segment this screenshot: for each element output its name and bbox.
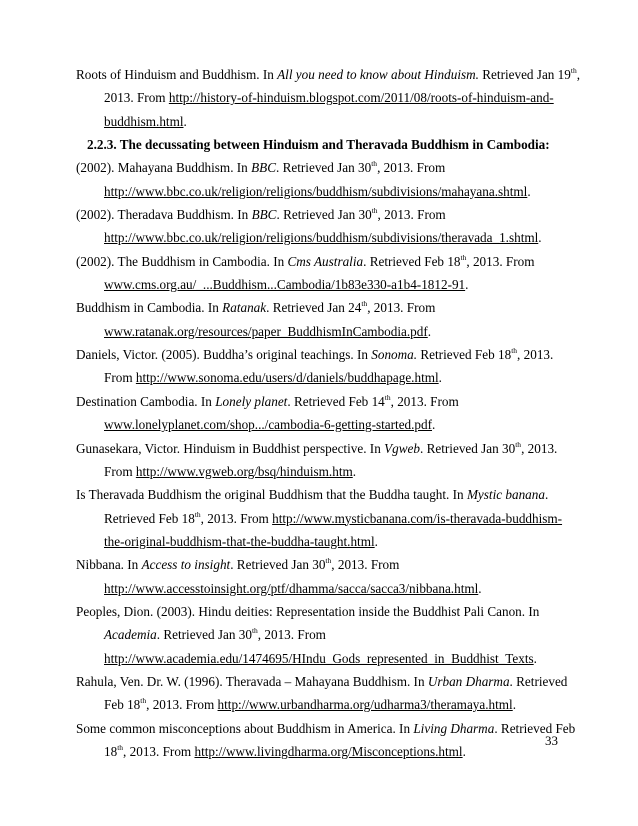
reference-entry: (2002). Mahayana Buddhism. In BBC. Retrieved Jan 30th, 2013. From http://www.bbc.co.uk/religion/religions/buddhism/subdivisions/mahayana.shtml. <box>76 159 531 199</box>
reference-link[interactable]: http://www.bbc.co.uk/religion/religions/buddhism/subdivisions/mahayana.shtml <box>104 183 528 199</box>
reference-entry: Gunasekara, Victor. Hinduism in Buddhist perspective. In Vgweb. Retrieved Jan 30th, 2013. From http://www.vgweb.org/bsq/hinduism.htm. <box>76 439 558 479</box>
reference-link[interactable]: http://www.bbc.co.uk/religion/religions/buddhism/subdivisions/theravada_1.shtml <box>104 230 539 246</box>
reference-entry: Daniels, Victor. (2005). Buddha’s original teachings. In Sonoma. Retrieved Feb 18th, 2013. From http://www.sonoma.edu/users/d/daniels/buddhapage.html. <box>76 346 554 386</box>
reference-entry: Some common misconceptions about Buddhism in America. In Living Dharma. Retrieved Feb 18th, 2013. From http://www.livingdharma.org/Misconceptions.html. <box>76 720 576 759</box>
reference-link[interactable]: http://history-of-hinduism.blogspot.com/2011/08/roots-of-hinduism-and- <box>168 90 554 106</box>
reference-link[interactable]: the-original-buddhism-that-the-buddha-taught.html <box>104 533 375 549</box>
reference-link[interactable]: http://www.accesstoinsight.org/ptf/dhamma/sacca/sacca3/nibbana.html <box>104 580 479 596</box>
reference-link[interactable]: www.cms.org.au/_...Buddhism...Cambodia/1b83e330-a1b4-1812-91 <box>104 277 466 293</box>
reference-entry: (2002). Theradava Buddhism. In BBC. Retrieved Jan 30th, 2013. From http://www.bbc.co.uk/religion/religions/buddhism/subdivisions/theravada_1.shtml. <box>76 206 542 246</box>
reference-link[interactable]: http://www.vgweb.org/bsq/hinduism.htm <box>135 463 353 479</box>
reference-link[interactable]: http://www.urbandharma.org/udharma3/theramaya.html <box>217 697 513 713</box>
page-number: 33 <box>545 733 558 748</box>
reference-entry: (2002). The Buddhism in Cambodia. In Cms Australia. Retrieved Feb 18th, 2013. From www.cms.org.au/_...Buddhism...Cambodia/1b83e330-a1b4-1812-91. <box>76 252 535 293</box>
reference-entry: Buddhism in Cambodia. In Ratanak. Retrieved Jan 24th, 2013. From www.ratanak.org/resources/paper_BuddhismInCambodia.pdf. <box>76 299 436 339</box>
references-list <box>76 63 596 763</box>
reference-entry: Peoples, Dion. (2003). Hindu deities: Representation inside the Buddhist Pali Canon. In Academia. Retrieved Jan 30th, 2013. From http://www.academia.edu/1474695/HIndu_Gods_represented_in_Buddhist_Texts. <box>76 603 540 666</box>
reference-link[interactable]: http://www.academia.edu/1474695/HIndu_Gods_represented_in_Buddhist_Texts <box>104 650 534 666</box>
reference-entry: Rahula, Ven. Dr. W. (1996). Theravada – Mahayana Buddhism. In Urban Dharma. Retrieved Feb 18th, 2013. From http://www.urbandharma.org/udharma3/theramaya.html. <box>76 673 568 713</box>
reference-link[interactable]: www.lonelyplanet.com/shop.../cambodia-6-getting-started.pdf <box>104 417 433 433</box>
section-heading: 2.2.3. The decussating between Hinduism and Theravada Buddhism in Cambodia: <box>87 137 550 153</box>
reference-link[interactable]: http://www.mysticbanana.com/is-theravada-buddhism- <box>272 510 563 526</box>
reference-entry: Nibbana. In Access to insight. Retrieved Jan 30th, 2013. From http://www.accesstoinsight.org/ptf/dhamma/sacca/sacca3/nibbana.html. <box>76 556 482 596</box>
reference-entry: Destination Cambodia. In Lonely planet. Retrieved Feb 14th, 2013. From www.lonelyplanet.com/shop.../cambodia-6-getting-started.pdf. <box>76 392 459 433</box>
reference-link[interactable]: www.ratanak.org/resources/paper_BuddhismInCambodia.pdf <box>104 323 428 339</box>
reference-link[interactable]: http://www.sonoma.edu/users/d/daniels/buddhapage.html <box>135 370 439 386</box>
reference-entry: Is Theravada Buddhism the original Buddhism that the Buddha taught. In Mystic banana. Retrieved Feb 18th, 2013. From http://www.mysticbanana.com/is-theravada-buddhism- the-original-buddhism-that-the-buddha-taught.html. <box>76 487 563 549</box>
reference-entry: Roots of Hinduism and Buddhism. In All you need to know about Hinduism. Retrieved Jan 19th, 2013. From http://history-of-hinduism.blogspot.com/2011/08/roots-of-hinduism-and- buddhism.html. <box>76 66 581 129</box>
reference-link[interactable]: buddhism.html <box>104 113 184 129</box>
reference-link[interactable]: http://www.livingdharma.org/Misconceptions.html <box>194 743 463 759</box>
